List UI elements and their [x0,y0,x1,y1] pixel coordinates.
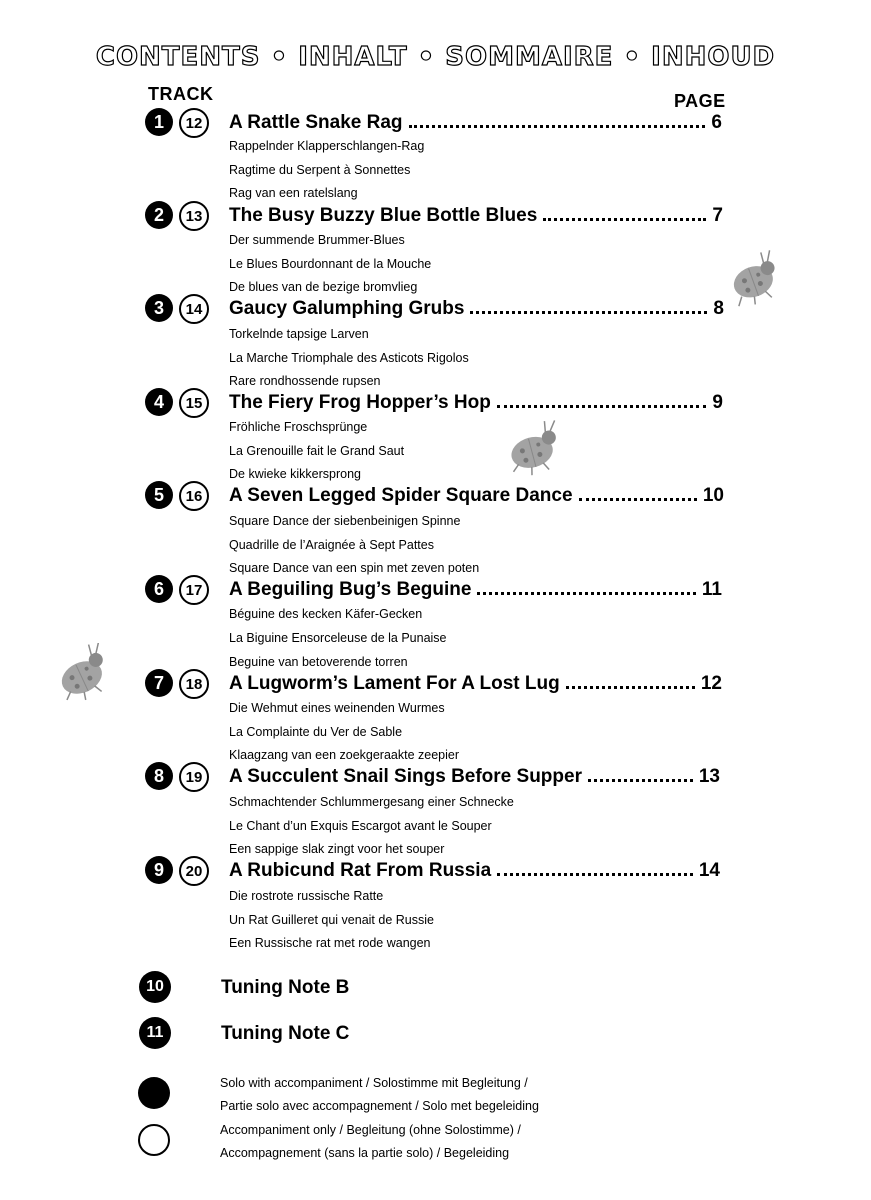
dot-leader [470,311,707,314]
solo-legend-filled-circle-icon [138,1077,170,1109]
page-number: 13 [698,766,720,787]
translation-de: Die Wehmut eines weinenden Wurmes [229,701,445,715]
ladybird-icon [722,248,782,308]
accompaniment-track-badge: 19 [179,762,209,792]
translation-nl: De blues van de bezige bromvlieg [229,280,418,294]
accompaniment-legend-outline-circle-icon [138,1124,170,1156]
dot-leader [588,779,693,782]
translation-fr: Le Blues Bourdonnant de la Mouche [229,257,432,271]
translation-de: Béguine des kecken Käfer-Gecken [229,607,423,621]
accompaniment-track-badge: 18 [179,669,209,699]
translation-nl: Beguine van betoverende torren [229,655,408,669]
toc-entry[interactable] [229,203,723,229]
dot-leader [497,405,707,408]
piece-title: The Busy Buzzy Blue Bottle Blues [229,205,538,226]
solo-track-badge: 4 [145,388,173,416]
translation-nl: Rare rondhossende rupsen [229,374,381,388]
toc-entry[interactable] [229,110,722,136]
dot-leader [543,218,706,221]
solo-track-badge: 1 [145,108,173,136]
accompaniment-track-badge: 13 [179,201,209,231]
solo-track-badge: 3 [145,294,173,322]
toc-entry[interactable] [229,390,723,416]
translation-nl: Een Russische rat met rode wangen [229,936,431,950]
page-number: 12 [700,673,722,694]
translation-de: Schmachtender Schlummergesang einer Schnecke [229,795,514,809]
tuning-track-badge: 10 [139,971,171,1003]
translation-fr: Le Chant d’un Exquis Escargot avant le Souper [229,819,492,833]
translation-nl: De kwieke kikkersprong [229,467,361,481]
translation-fr: Quadrille de l’Araignée à Sept Pattes [229,538,434,552]
translation-fr: Un Rat Guilleret qui venait de Russie [229,913,434,927]
tuning-note-b[interactable]: Tuning Note B [221,977,350,998]
solo-track-badge: 2 [145,201,173,229]
legend-accompaniment-line: Accompaniment only / Begleitung (ohne Solostimme) / [220,1123,521,1137]
piece-title: A Rattle Snake Rag [229,112,403,133]
dot-leader [477,592,695,595]
dot-leader [497,873,693,876]
translation-nl: Square Dance van een spin met zeven poten [229,561,480,575]
dot-leader [409,125,706,128]
page-number: 10 [702,485,724,506]
translation-de: Square Dance der siebenbeinigen Spinne [229,514,461,528]
translation-fr: La Complainte du Ver de Sable [229,725,403,739]
piece-title: A Seven Legged Spider Square Dance [229,485,573,506]
dot-leader [566,686,695,689]
contents-title: CONTENTS • INHALT • SOMMAIRE • INHOUD [95,42,776,72]
translation-de: Torkelnde tapsige Larven [229,327,369,341]
legend-accompaniment-text [220,1119,521,1165]
dot-leader [579,498,697,501]
page-number: 7 [712,205,723,226]
accompaniment-track-badge: 17 [179,575,209,605]
translation-de: Die rostrote russische Ratte [229,889,384,903]
tuning-track-badge: 11 [139,1017,171,1049]
piece-title: Gaucy Galumphing Grubs [229,298,465,319]
piece-title: The Fiery Frog Hopper’s Hop [229,392,491,413]
page-number: 8 [713,298,724,319]
toc-entry[interactable] [229,764,720,790]
page-number: 9 [712,392,723,413]
tuning-note-c[interactable]: Tuning Note C [221,1023,350,1044]
page-number: 14 [698,860,720,881]
accompaniment-track-badge: 16 [179,481,209,511]
toc-entry[interactable] [229,296,724,322]
piece-title: A Beguiling Bug’s Beguine [229,579,472,600]
legend-solo-text [220,1072,539,1118]
toc-entry[interactable] [229,483,724,509]
solo-track-badge: 6 [145,575,173,603]
ladybird-icon [52,643,112,703]
translation-nl: Rag van een ratelslang [229,186,358,200]
solo-track-badge: 7 [145,669,173,697]
accompaniment-track-badge: 15 [179,388,209,418]
piece-title: A Succulent Snail Sings Before Supper [229,766,582,787]
translation-fr: La Marche Triomphale des Asticots Rigolos [229,351,469,365]
accompaniment-track-badge: 20 [179,856,209,886]
solo-track-badge: 9 [145,856,173,884]
legend-solo-line: Partie solo avec accompagnement / Solo met begeleiding [220,1099,539,1113]
ladybird-icon [503,418,563,478]
translation-de: Fröhliche Froschsprünge [229,420,368,434]
translation-fr: Ragtime du Serpent à Sonnettes [229,163,411,177]
page-number: 11 [701,579,722,600]
translation-fr: La Grenouille fait le Grand Saut [229,444,405,458]
toc-entry[interactable] [229,858,720,884]
legend-accompaniment-line: Accompagnement (sans la partie solo) / Begeleiding [220,1146,510,1160]
page-number: 6 [711,112,722,133]
translation-de: Rappelnder Klapperschlangen-Rag [229,139,425,153]
page-column-label: PAGE [674,91,726,111]
toc-entry[interactable] [229,577,722,603]
solo-track-badge: 5 [145,481,173,509]
solo-track-badge: 8 [145,762,173,790]
translation-nl: Klaagzang van een zoekgeraakte zeepier [229,748,460,762]
piece-title: A Lugworm’s Lament For A Lost Lug [229,673,560,694]
translation-nl: Een sappige slak zingt voor het souper [229,842,445,856]
toc-entry[interactable] [229,671,722,697]
translation-de: Der summende Brummer-Blues [229,233,405,247]
track-column-label: TRACK [148,84,214,104]
accompaniment-track-badge: 12 [179,108,209,138]
legend-solo-line: Solo with accompaniment / Solostimme mit Begleitung / [220,1076,528,1090]
piece-title: A Rubicund Rat From Russia [229,860,492,881]
translation-fr: La Biguine Ensorceleuse de la Punaise [229,631,447,645]
accompaniment-track-badge: 14 [179,294,209,324]
